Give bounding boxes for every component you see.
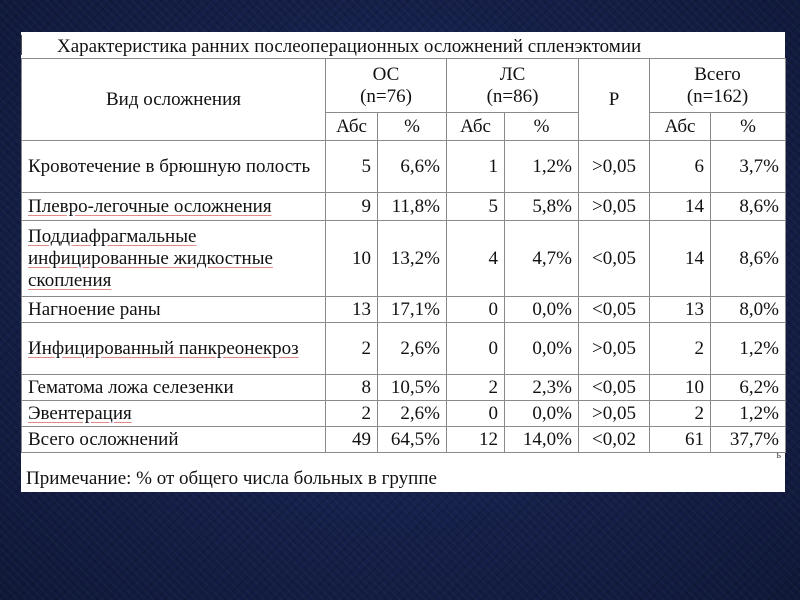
cell-total-pct: 3,7% xyxy=(711,141,786,193)
corner-mark: ь xyxy=(776,450,781,461)
header-os-pct: % xyxy=(378,113,447,141)
cell-total-abs: 14 xyxy=(650,221,711,297)
header-ls-abs: Абс xyxy=(447,113,505,141)
row-label: Нагноение раны xyxy=(22,297,326,323)
cell-os-abs: 13 xyxy=(326,297,378,323)
cell-total-pct: 37,7% xyxy=(711,427,786,453)
cell-os-abs: 8 xyxy=(326,375,378,401)
row-label: Инфицированный панкреонекроз xyxy=(22,323,326,375)
title-cursor-bar xyxy=(21,35,22,55)
cell-p: >0,05 xyxy=(579,401,650,427)
cell-os-abs: 10 xyxy=(326,221,378,297)
row-label: Всего осложнений xyxy=(22,427,326,453)
cell-ls-pct: 0,0% xyxy=(505,401,579,427)
cell-total-abs: 2 xyxy=(650,401,711,427)
cell-ls-abs: 0 xyxy=(447,297,505,323)
cell-total-abs: 61 xyxy=(650,427,711,453)
cell-ls-pct: 14,0% xyxy=(505,427,579,453)
cell-ls-pct: 0,0% xyxy=(505,323,579,375)
cell-ls-abs: 5 xyxy=(447,193,505,221)
table-row xyxy=(22,323,786,375)
header-p: Р xyxy=(579,59,650,141)
cell-total-abs: 13 xyxy=(650,297,711,323)
cell-total-pct: 1,2% xyxy=(711,401,786,427)
table-footnote: Примечание: % от общего числа больных в группе xyxy=(26,468,437,489)
cell-os-pct: 11,8% xyxy=(378,193,447,221)
header-total-pct: % xyxy=(711,113,786,141)
cell-os-abs: 49 xyxy=(326,427,378,453)
cell-ls-abs: 1 xyxy=(447,141,505,193)
row-label: Поддиафрагмальные инфицированные жидкостные скопления xyxy=(22,221,326,297)
cell-p: >0,05 xyxy=(579,193,650,221)
cell-os-pct: 10,5% xyxy=(378,375,447,401)
cell-ls-abs: 2 xyxy=(447,375,505,401)
cell-os-pct: 13,2% xyxy=(378,221,447,297)
header-type: Вид осложнения xyxy=(22,59,326,141)
cell-os-abs: 9 xyxy=(326,193,378,221)
cell-os-pct: 64,5% xyxy=(378,427,447,453)
cell-total-pct: 8,0% xyxy=(711,297,786,323)
row-label: Гематома ложа селезенки xyxy=(22,375,326,401)
table-row-total xyxy=(22,427,786,453)
cell-ls-pct: 2,3% xyxy=(505,375,579,401)
header-total-abs: Абс xyxy=(650,113,711,141)
header-os: ОС (n=76) xyxy=(326,59,447,113)
row-label: Плевро-легочные осложнения xyxy=(22,193,326,221)
cell-total-abs: 14 xyxy=(650,193,711,221)
cell-os-pct: 2,6% xyxy=(378,323,447,375)
cell-total-pct: 8,6% xyxy=(711,193,786,221)
cell-os-pct: 2,6% xyxy=(378,401,447,427)
cell-p: <0,05 xyxy=(579,297,650,323)
cell-os-abs: 5 xyxy=(326,141,378,193)
cell-ls-pct: 1,2% xyxy=(505,141,579,193)
cell-total-abs: 6 xyxy=(650,141,711,193)
cell-p: >0,05 xyxy=(579,141,650,193)
complications-table xyxy=(21,58,786,453)
table-row xyxy=(22,221,786,297)
header-row-1 xyxy=(22,59,786,113)
table-row xyxy=(22,375,786,401)
cell-total-abs: 2 xyxy=(650,323,711,375)
header-os-abs: Абс xyxy=(326,113,378,141)
cell-os-abs: 2 xyxy=(326,323,378,375)
cell-os-pct: 17,1% xyxy=(378,297,447,323)
cell-total-abs: 10 xyxy=(650,375,711,401)
row-label: Эвентерация xyxy=(22,401,326,427)
row-label: Кровотечение в брюшную полость xyxy=(22,141,326,193)
table-row xyxy=(22,193,786,221)
cell-os-pct: 6,6% xyxy=(378,141,447,193)
cell-total-pct: 1,2% xyxy=(711,323,786,375)
cell-ls-abs: 12 xyxy=(447,427,505,453)
cell-p: <0,05 xyxy=(579,375,650,401)
cell-ls-abs: 4 xyxy=(447,221,505,297)
cell-p: <0,05 xyxy=(579,221,650,297)
cell-ls-pct: 0,0% xyxy=(505,297,579,323)
table-title: Характеристика ранних послеоперационных осложнений спленэктомии xyxy=(57,36,642,57)
cell-p: >0,05 xyxy=(579,323,650,375)
cell-p: <0,02 xyxy=(579,427,650,453)
cell-ls-abs: 0 xyxy=(447,323,505,375)
table-row xyxy=(22,297,786,323)
header-ls-pct: % xyxy=(505,113,579,141)
cell-total-pct: 8,6% xyxy=(711,221,786,297)
slide-panel xyxy=(21,32,785,492)
cell-os-abs: 2 xyxy=(326,401,378,427)
cell-ls-pct: 4,7% xyxy=(505,221,579,297)
header-ls: ЛС (n=86) xyxy=(447,59,579,113)
header-total: Всего (n=162) xyxy=(650,59,786,113)
cell-total-pct: 6,2% xyxy=(711,375,786,401)
table-row xyxy=(22,141,786,193)
cell-ls-abs: 0 xyxy=(447,401,505,427)
cell-ls-pct: 5,8% xyxy=(505,193,579,221)
table-row xyxy=(22,401,786,427)
